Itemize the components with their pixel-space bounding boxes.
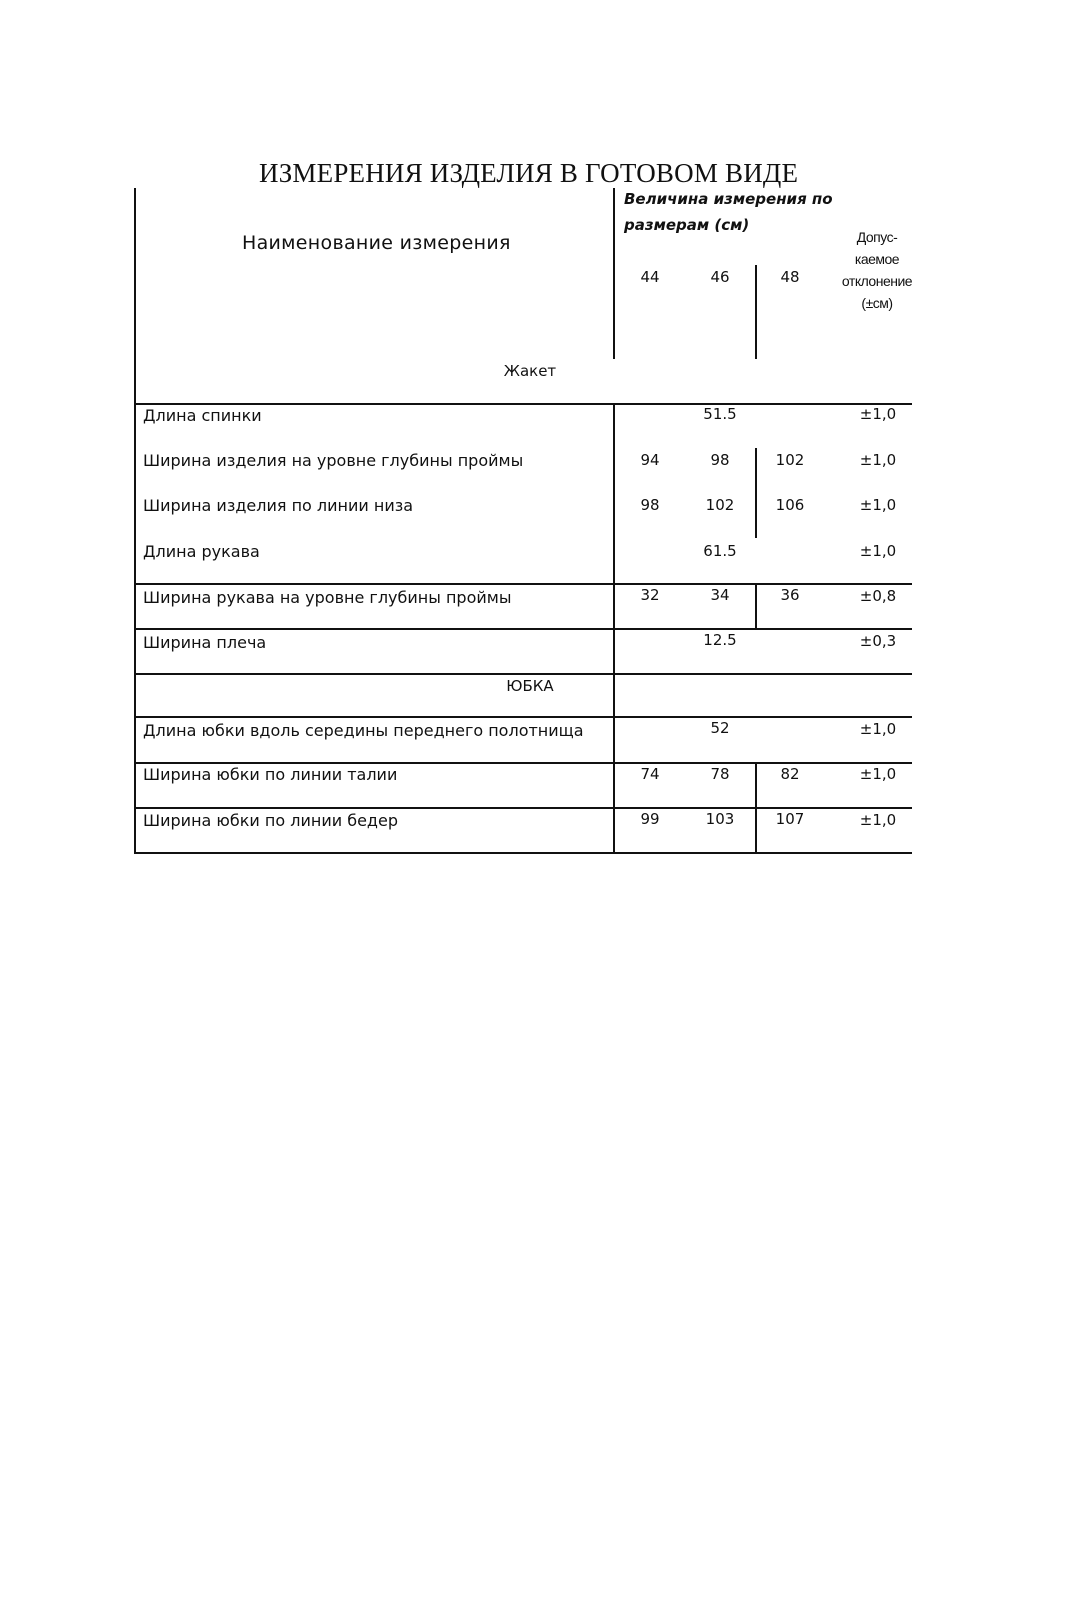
row-value-46: 52 <box>710 719 730 737</box>
name-column-header: Наименование измерения <box>242 232 511 254</box>
section-jacket: Жакет <box>503 362 557 380</box>
row-name: Ширина изделия по линии низа <box>143 496 414 515</box>
section-skirt: ЮБКА <box>506 677 554 695</box>
row-line-7 <box>134 807 912 809</box>
row-value-46: 61.5 <box>703 542 737 560</box>
size48-divider-header <box>755 265 757 359</box>
row-line-4 <box>134 673 912 675</box>
row-value-46: 12.5 <box>703 631 737 649</box>
tolerance-column-header <box>836 226 918 314</box>
row-value-48: 102 <box>775 451 805 469</box>
row-tolerance: ±1,0 <box>859 451 897 469</box>
row-name: Ширина рукава на уровне глубины проймы <box>143 588 512 607</box>
row-tolerance: ±1,0 <box>859 765 897 783</box>
row-line-8 <box>134 852 912 854</box>
row-tolerance: ±1,0 <box>859 811 897 829</box>
row-value-44: 32 <box>640 586 660 604</box>
row-line-6 <box>134 762 912 764</box>
tolerance-header-line2: каемое <box>854 251 900 267</box>
size-column-header-line2: размерам (см) <box>624 216 750 234</box>
row-value-44: 99 <box>640 810 660 828</box>
row-line-5 <box>134 716 912 718</box>
size48-divider-r5 <box>755 584 757 628</box>
size48-divider-r8 <box>755 763 757 854</box>
tolerance-header-line4: (±см) <box>861 295 893 311</box>
size-46-header: 46 <box>710 268 730 286</box>
row-tolerance: ±1,0 <box>859 542 897 560</box>
page-title: ИЗМЕРЕНИЯ ИЗДЕЛИЯ В ГОТОВОМ ВИДЕ <box>259 158 799 188</box>
size-48-header: 48 <box>780 268 800 286</box>
row-value-46: 98 <box>710 451 730 469</box>
row-name: Ширина плеча <box>143 633 267 652</box>
name-col-divider-header <box>613 188 615 359</box>
row-tolerance: ±1,0 <box>859 496 897 514</box>
row-value-46: 34 <box>710 586 730 604</box>
row-tolerance: ±1,0 <box>859 405 897 423</box>
row-line-2 <box>134 583 912 585</box>
row-name: Длина рукава <box>143 542 260 561</box>
row-value-46: 51.5 <box>703 405 737 423</box>
tolerance-header-line3: отклонение <box>841 273 913 289</box>
size-44-header: 44 <box>640 268 660 286</box>
row-tolerance: ±1,0 <box>859 720 897 738</box>
row-name: Ширина юбки по линии бедер <box>143 811 398 830</box>
row-value-48: 106 <box>775 496 805 514</box>
table-left-border <box>134 188 136 854</box>
row-value-46: 78 <box>710 765 730 783</box>
row-tolerance: ±0,8 <box>859 587 897 605</box>
row-name: Длина юбки вдоль середины переднего полотнища <box>143 721 584 740</box>
row-value-46: 102 <box>705 496 735 514</box>
row-tolerance: ±0,3 <box>859 632 897 650</box>
tolerance-header-line1: Допус- <box>856 229 898 245</box>
row-value-46: 103 <box>705 810 735 828</box>
row-line-3 <box>134 628 912 630</box>
row-name: Ширина изделия на уровне глубины проймы <box>143 451 524 470</box>
row-value-48: 36 <box>780 586 800 604</box>
row-value-44: 98 <box>640 496 660 514</box>
size-column-header-line1: Величина измерения по <box>624 190 833 208</box>
row-value-48: 107 <box>775 810 805 828</box>
row-value-48: 82 <box>780 765 800 783</box>
row-value-44: 74 <box>640 765 660 783</box>
size48-divider-r2 <box>755 448 757 538</box>
row-name: Ширина юбки по линии талии <box>143 765 398 784</box>
row-name: Длина спинки <box>143 406 262 425</box>
row-line-1 <box>134 403 912 405</box>
row-value-44: 94 <box>640 451 660 469</box>
